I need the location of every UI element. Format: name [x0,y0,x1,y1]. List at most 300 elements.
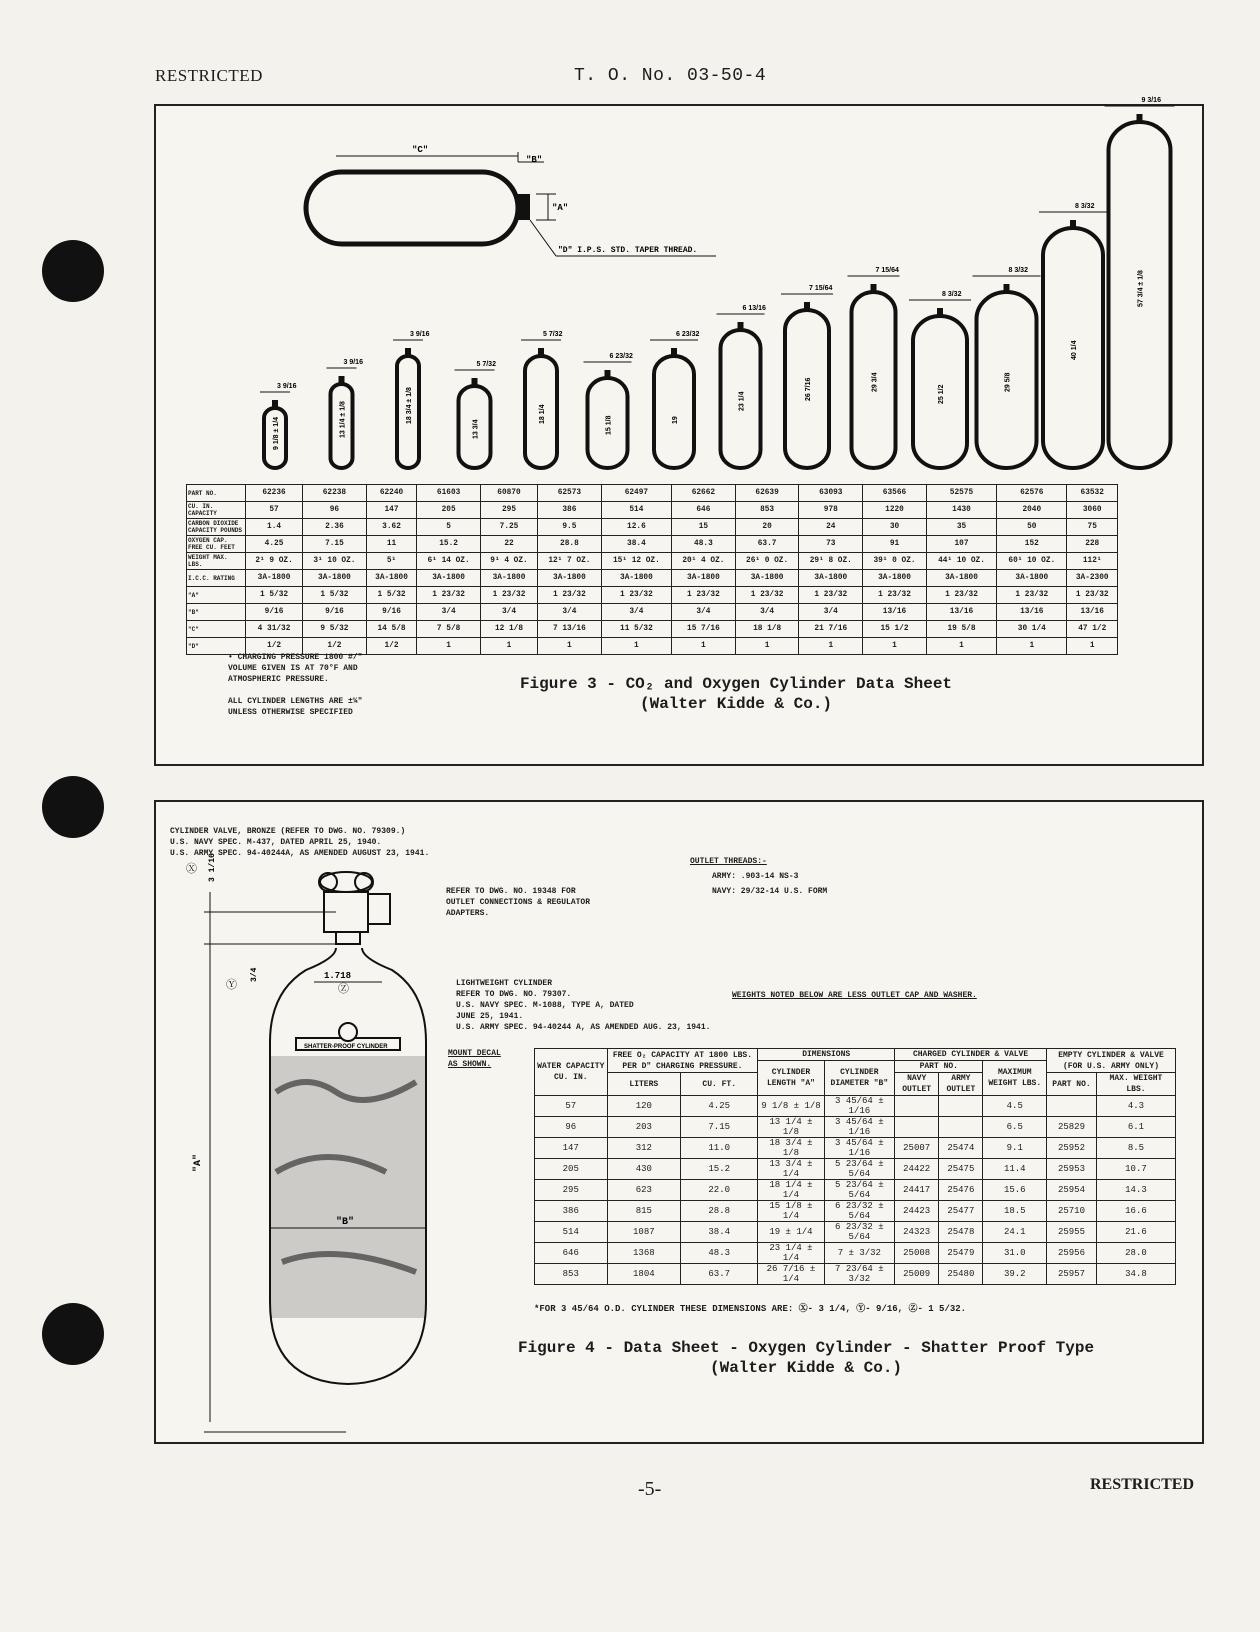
valve-note-line: U.S. NAVY SPEC. M-437, DATED APRIL 25, 1940. [170,838,382,847]
table-cell: 1430 [926,502,996,519]
table-cell: 15 7/16 [672,621,736,638]
table-row [187,519,1118,536]
diameter-label: 6 23/32 [609,353,633,360]
table-row [187,570,1118,587]
table-cell: 3/4 [417,604,481,621]
table-cell: 44¹ 10 OZ. [926,553,996,570]
table-cell: 1 [417,638,481,655]
table-cell: 63566 [863,485,927,502]
table-cell: 25478 [939,1222,983,1243]
table-cell: 147 [535,1138,608,1159]
table-cell: 3 45/64 ± 1/16 [824,1138,894,1159]
table-cell: 853 [735,502,799,519]
table-cell: 9/16 [246,604,303,621]
refer-note-line: ADAPTERS. [446,909,490,918]
table-row [535,1117,1176,1138]
y-marker: Ⓨ [226,980,237,992]
table-cell: 1804 [607,1264,681,1285]
table-cell: 1 23/32 [538,587,602,604]
table-cell: 25952 [1047,1138,1097,1159]
table-cell: 3.62 [366,519,416,536]
table-cell: 3A-1800 [417,570,481,587]
label-a: "A" [552,203,569,213]
table-cell: 1 23/32 [1067,587,1118,604]
length-label: 23 1/4 [738,391,746,411]
table-cell: 514 [535,1222,608,1243]
table-cell: 3A-1800 [672,570,736,587]
table-cell: 12 1/8 [480,621,537,638]
footer-restricted: RESTRICTED [1090,1476,1195,1493]
table-cell: 38.4 [601,536,671,553]
table-cell: 1220 [863,502,927,519]
table-cell: 24417 [895,1180,939,1201]
vertical-cylinder [654,356,694,468]
diameter-label: 3 9/16 [410,331,430,338]
x-dim: 3 1/16 [208,853,217,882]
table-cell: 48.3 [672,536,736,553]
table-cell: 853 [535,1264,608,1285]
table-cell: 203 [607,1117,681,1138]
table-cell: 6 23/32 ± 5/64 [824,1222,894,1243]
table-row [187,604,1118,621]
table-cell: 26 7/16 ± 1/4 [758,1264,824,1285]
lightweight-note-line: U.S. NAVY SPEC. M-1088, TYPE A, DATED [456,1001,634,1010]
table-cell: 63532 [1067,485,1118,502]
table-cell: 3¹ 10 OZ. [303,553,367,570]
table-cell: 295 [535,1180,608,1201]
table-cell: 35 [926,519,996,536]
table-cell: 24422 [895,1159,939,1180]
table-cell: 22.0 [681,1180,758,1201]
table-cell: 6.5 [983,1117,1047,1138]
cylinder-neck [1004,284,1010,293]
length-label: 26 7/16 [805,377,812,401]
table-row [535,1243,1176,1264]
table-cell: 57 [535,1096,608,1117]
cylinder-neck [538,348,544,357]
table-cell: 14 5/8 [366,621,416,638]
table-cell: 312 [607,1138,681,1159]
table-cell [939,1096,983,1117]
length-label: 13 1/4 ± 1/8 [339,401,347,438]
table-cell: 25009 [895,1264,939,1285]
h-maxw: MAXIMUM WEIGHT LBS. [983,1061,1047,1096]
table-cell: 8.5 [1096,1138,1175,1159]
table-cell: 1 23/32 [997,587,1067,604]
table-cell: 7 13/16 [538,621,602,638]
oxygen-cylinder-drawing [186,842,466,1402]
cylinder-neck [605,370,611,379]
table-cell: 978 [799,502,863,519]
table-cell: 62236 [246,485,303,502]
table-cell: 57 [246,502,303,519]
table-cell [1047,1096,1097,1117]
cylinder-neck [472,378,478,387]
table-cell: 5 23/64 ± 5/64 [824,1180,894,1201]
table-cell: 430 [607,1159,681,1180]
cylinder-neck [405,348,411,357]
table-cell: 25957 [1047,1264,1097,1285]
table-cell: 1 23/32 [799,587,863,604]
table-cell: 4.25 [246,536,303,553]
table-cell: 3/4 [799,604,863,621]
table-row [187,587,1118,604]
table-cell: 24 [799,519,863,536]
table-cell: 5 23/64 ± 5/64 [824,1159,894,1180]
table-cell: 12.6 [601,519,671,536]
table-cell: 6 23/32 ± 5/64 [824,1201,894,1222]
table-cell: 6¹ 14 OZ. [417,553,481,570]
table-cell: 1087 [607,1222,681,1243]
table-cell: 1/2 [303,638,367,655]
table-cell: 3A-1800 [735,570,799,587]
table-cell: 7 ± 3/32 [824,1243,894,1264]
table-cell: 63.7 [735,536,799,553]
table-cell: 25477 [939,1201,983,1222]
table-cell: 20¹ 4 OZ. [672,553,736,570]
table-cell: 623 [607,1180,681,1201]
cylinder-neck [804,302,810,311]
figure-3-panel [154,97,1204,766]
table-cell: 60¹ 10 OZ. [997,553,1067,570]
diameter-label: 6 13/16 [742,305,766,312]
table-row [535,1159,1176,1180]
table-cell: 3A-1800 [246,570,303,587]
table-cell: 3 45/64 ± 1/16 [824,1117,894,1138]
table-cell: 25710 [1047,1201,1097,1222]
table-row [187,553,1118,570]
diameter-label: 3 9/16 [277,383,297,390]
cylinder-neck [871,284,877,293]
row-label: "C" [187,621,246,638]
cylinder-neck [1137,114,1143,123]
table-cell: 1 23/32 [417,587,481,604]
cylinder-body [204,892,426,1432]
table-cell: 1 23/32 [863,587,927,604]
table-cell: 9 1/8 ± 1/8 [758,1096,824,1117]
table-cell: 15¹ 12 OZ. [601,553,671,570]
mount-note-line: AS SHOWN. [448,1060,492,1069]
lightweight-note [456,978,710,1033]
table-cell [939,1117,983,1138]
table-cell: 3/4 [538,604,602,621]
table-cell: 62662 [672,485,736,502]
table-cell: 18 1/8 [735,621,799,638]
h-cuft: CU. FT. [681,1073,758,1096]
length-label: 29 3/4 [871,372,879,392]
length-label: 13 3/4 [472,419,480,439]
h-charged: CHARGED CYLINDER & VALVE [895,1049,1047,1061]
table-cell: 3/4 [601,604,671,621]
punch-hole [42,240,104,302]
table-cell [895,1096,939,1117]
table-cell: 48.3 [681,1243,758,1264]
row-label: OXYGEN CAP. FREE CU. FEET [187,536,246,553]
table-cell: 11.4 [983,1159,1047,1180]
table-cell: 62240 [366,485,416,502]
diameter-label: 5 7/32 [543,331,563,338]
lightweight-note-line: REFER TO DWG. NO. 79307. [456,990,572,999]
row-label: PART NO. [187,485,246,502]
h-dims: DIMENSIONS [758,1049,895,1061]
table-cell: 18 3/4 ± 1/8 [758,1138,824,1159]
table-cell: 34.8 [1096,1264,1175,1285]
table-cell: 112¹ [1067,553,1118,570]
x-marker: Ⓧ [186,864,197,876]
table-cell: 28.8 [681,1201,758,1222]
table-cell: 1 [480,638,537,655]
table-cell: 22 [480,536,537,553]
table-cell: 9/16 [366,604,416,621]
table-cell: 13/16 [863,604,927,621]
table-cell: 386 [535,1201,608,1222]
table-cell: 646 [672,502,736,519]
row-label: I.C.C. RATING [187,570,246,587]
figure-4-caption [456,1338,1156,1378]
table-cell: 62576 [997,485,1067,502]
figure-4-source: (Walter Kidde & Co.) [709,1359,903,1377]
diameter-label: 8 3/32 [1075,203,1095,210]
table-cell: 11.0 [681,1138,758,1159]
table-cell: 52575 [926,485,996,502]
table-cell: 1 [926,638,996,655]
table-cell: 6.1 [1096,1117,1175,1138]
table-cell: 39.2 [983,1264,1047,1285]
label-b: "B" [526,155,543,165]
table-row [187,621,1118,638]
cylinder-neck [671,348,677,357]
table-cell: 25954 [1047,1180,1097,1201]
table-cell: 3A-1800 [480,570,537,587]
table-cell: 3A-1800 [601,570,671,587]
note-line: ATMOSPHERIC PRESSURE. [228,675,329,684]
table-row [535,1138,1176,1159]
table-cell: 9.5 [538,519,602,536]
lightweight-note-line: U.S. ARMY SPEC. 94-40244 A, AS AMENDED AUG. 23, 1941. [456,1023,711,1032]
figure-4-title: Figure 4 - Data Sheet - Oxygen Cylinder - Shatter Proof Type [517,1339,1095,1357]
table-row [535,1096,1176,1117]
table-cell: 1/2 [246,638,303,655]
table-cell: 7 5/8 [417,621,481,638]
row-label: "B" [187,604,246,621]
table-cell: 15.6 [983,1180,1047,1201]
table-cell: 96 [535,1117,608,1138]
table-cell: 25953 [1047,1159,1097,1180]
h-len: CYLINDER LENGTH "A" [758,1061,824,1096]
table-cell: 1/2 [366,638,416,655]
note-line: ALL CYLINDER LENGTHS ARE ±¼″ [228,697,363,706]
punch-hole [42,776,104,838]
table-cell: 3A-1800 [863,570,927,587]
table-cell: 29¹ 8 OZ. [799,553,863,570]
length-label: 9 1/8 ± 1/4 [273,416,280,450]
table-cell: 4.3 [1096,1096,1175,1117]
diameter-label: 6 23/32 [676,331,700,338]
decal-label: SHATTER-PROOF CYLINDER [304,1044,388,1050]
note-line: • CHARGING PRESSURE 1800 #/″ [228,653,363,662]
table-cell: 26¹ 0 OZ. [735,553,799,570]
charging-notes [228,652,362,718]
cylinder-neck [339,376,345,385]
table-cell: 1 [997,638,1067,655]
table-cell: 13 1/4 ± 1/8 [758,1117,824,1138]
table-cell: 3A-1800 [799,570,863,587]
table-cell: 25476 [939,1180,983,1201]
table-cell: 10.7 [1096,1159,1175,1180]
table-cell: 30 [863,519,927,536]
length-label: 40 1/4 [1071,340,1078,360]
table-cell: 25955 [1047,1222,1097,1243]
table-cell: 1 5/32 [246,587,303,604]
od-dim: 1.718 [324,971,352,981]
table-cell: 13/16 [997,604,1067,621]
table-cell: 75 [1067,519,1118,536]
table-cell: 295 [480,502,537,519]
table-cell: 1 [863,638,927,655]
table-cell: 73 [799,536,863,553]
header-restricted: RESTRICTED [155,66,263,85]
table-cell: 50 [997,519,1067,536]
h-dia: CYLINDER DIAMETER "B" [824,1061,894,1096]
table-cell: 25474 [939,1138,983,1159]
table-cell: 4.25 [681,1096,758,1117]
cylinder-data-table [186,484,1118,655]
cylinder-neck [1070,220,1076,229]
figure-3-title: Figure 3 - CO₂ and Oxygen Cylinder Data Sheet [519,675,953,693]
header-to-number: T. O. No. 03-50-4 [574,66,767,86]
cylinder-diagram [156,97,1202,496]
outlet-title: OUTLET THREADS:- [690,857,767,866]
table-cell: 16.6 [1096,1201,1175,1222]
table-cell: 15 1/2 [863,621,927,638]
table-cell: 25479 [939,1243,983,1264]
punch-hole [42,1303,104,1365]
row-label: "A" [187,587,246,604]
h-epart: PART NO. [1047,1073,1097,1096]
table-cell: 24323 [895,1222,939,1243]
label-c: "C" [412,145,429,155]
diameter-label: 5 7/32 [476,361,496,368]
table-cell: 3A-1800 [303,570,367,587]
table-cell: 28.8 [538,536,602,553]
table-cell: 9¹ 4 OZ. [480,553,537,570]
diameter-label: 7 15/64 [875,267,899,274]
table-cell: 147 [366,502,416,519]
table-cell: 91 [863,536,927,553]
table-cell: 62497 [601,485,671,502]
table-cell: 1 23/32 [926,587,996,604]
table-cell: 14.3 [1096,1180,1175,1201]
table-cell: 25829 [1047,1117,1097,1138]
figure-3-caption [456,674,1016,714]
table-cell: 13 3/4 ± 1/4 [758,1159,824,1180]
table-cell: 1 [672,638,736,655]
table-cell: 1 23/32 [735,587,799,604]
length-label: 25 1/2 [938,384,945,404]
table-cell: 7.25 [480,519,537,536]
table-cell: 23 1/4 ± 1/4 [758,1243,824,1264]
table-cell: 386 [538,502,602,519]
table-cell: 7.15 [303,536,367,553]
table-cell: 1 23/32 [601,587,671,604]
table-cell: 1.4 [246,519,303,536]
table-row [535,1222,1176,1243]
table-cell: 3A-1800 [538,570,602,587]
table-cell: 1 23/32 [480,587,537,604]
z-marker: Ⓩ [338,984,349,996]
diameter-label: 8 3/32 [1008,267,1028,274]
outlet-threads [690,854,827,899]
table-cell: 25956 [1047,1243,1097,1264]
h-free: FREE O₂ CAPACITY AT 1800 LBS. PER D″ CHARGING PRESSURE. [607,1049,758,1073]
table-cell: 15.2 [417,536,481,553]
table-row [187,485,1118,502]
table-cell: 2.36 [303,519,367,536]
table-cell: 205 [535,1159,608,1180]
cylinder-neck [738,322,744,331]
table-cell: 25475 [939,1159,983,1180]
table-cell: 3/4 [672,604,736,621]
table-cell: 2¹ 9 OZ. [246,553,303,570]
table-cell: 12¹ 7 OZ. [538,553,602,570]
table-cell: 18 1/4 ± 1/4 [758,1180,824,1201]
b-dim: "B" [336,1217,355,1228]
table-row [535,1180,1176,1201]
row-label: CU. IN. CAPACITY [187,502,246,519]
lightweight-note-line: JUNE 25, 1941. [456,1012,524,1021]
footnote: *FOR 3 45/64 O.D. CYLINDER THESE DIMENSIONS ARE: Ⓧ- 3 1/4, Ⓨ- 9/16, Ⓩ- 1 5/32. [534,1304,967,1314]
diameter-label: 8 3/32 [942,291,962,298]
note-line: VOLUME GIVEN IS AT 70°F AND [228,664,358,673]
table-cell: 815 [607,1201,681,1222]
length-label: 18 3/4 ± 1/8 [406,387,413,424]
table-cell: 228 [1067,536,1118,553]
table-cell: 9 5/32 [303,621,367,638]
table-cell: 47 1/2 [1067,621,1118,638]
table-cell: 60870 [480,485,537,502]
table-cell: 107 [926,536,996,553]
table-cell: 21 7/16 [799,621,863,638]
table-cell: 3 45/64 ± 1/16 [824,1096,894,1117]
table-cell [895,1117,939,1138]
table-cell: 11 5/32 [601,621,671,638]
table-cell: 63.7 [681,1264,758,1285]
table-cell: 4 31/32 [246,621,303,638]
row-label: CARBON DIOXIDE CAPACITY POUNDS [187,519,246,536]
length-label: 57 3/4 ± 1/8 [1137,270,1145,307]
table-cell: 9/16 [303,604,367,621]
table-cell: 646 [535,1243,608,1264]
table-cell: 63093 [799,485,863,502]
oxygen-cylinder-table [534,1048,1176,1285]
h-emax: MAX. WEIGHT LBS. [1096,1073,1175,1096]
length-label: 29 5/8 [1004,372,1012,392]
table-cell: 25008 [895,1243,939,1264]
table-row [187,536,1118,553]
row-label: WEIGHT MAX. LBS. [187,553,246,570]
table-cell: 38.4 [681,1222,758,1243]
table-cell: 30 1/4 [997,621,1067,638]
table-cell: 28.0 [1096,1243,1175,1264]
table-cell: 1 [1067,638,1118,655]
table-cell: 1 [601,638,671,655]
table-cell: 21.6 [1096,1222,1175,1243]
refer-note-line: OUTLET CONNECTIONS & REGULATOR [446,898,591,907]
table-cell: 1 5/32 [303,587,367,604]
table-cell: 13/16 [1067,604,1118,621]
table-cell: 152 [997,536,1067,553]
table-cell: 11 [366,536,416,553]
